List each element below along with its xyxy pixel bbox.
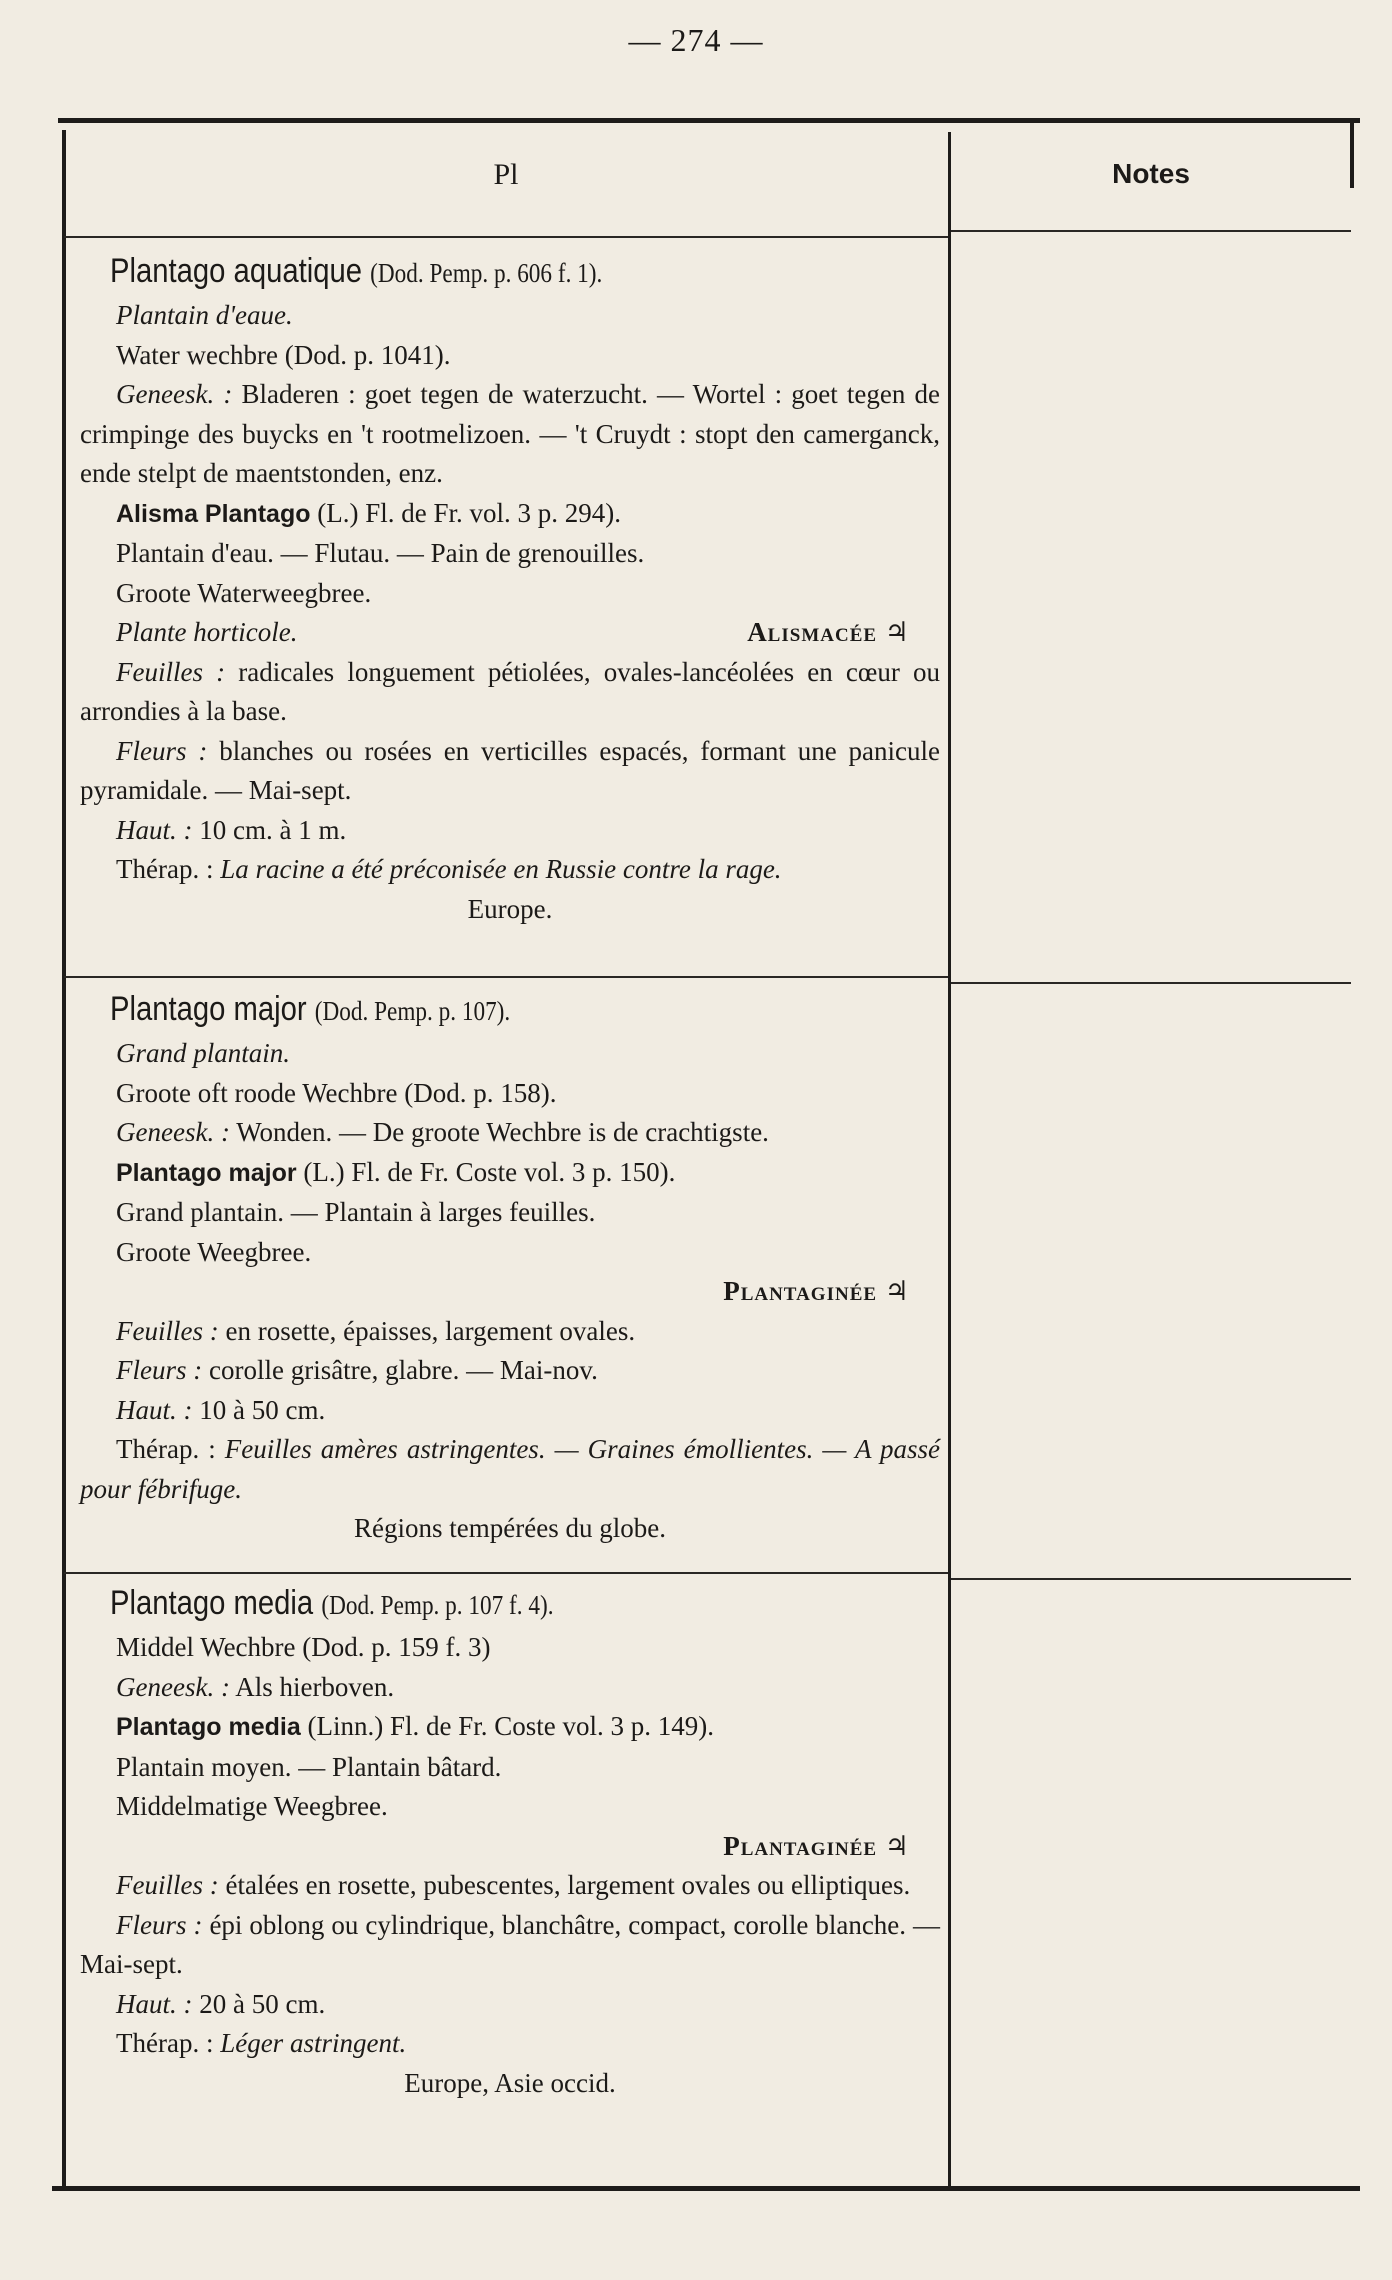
entry-line: Haut. : 10 à 50 cm. (116, 1394, 326, 1425)
table-left-rule (62, 130, 66, 2190)
notes-separator (951, 1578, 1351, 1580)
entry-family-line: Plante horticole. Alismacée ♃ (80, 613, 940, 653)
header-underline-right (951, 230, 1351, 232)
notes-separator (951, 982, 1351, 984)
entry-paragraph: Thérap. : Feuilles amères astringentes. — Graines émollientes. — A passé pour fébrifuge. (80, 1434, 941, 1504)
entry-plantago-media (80, 1580, 940, 2103)
entry-line: Groote Weegbree. (116, 1236, 312, 1267)
entry-plantago-major (80, 986, 940, 1549)
entry-line: Plantago media (Linn.) Fl. de Fr. Coste vol. 3 p. 149). (116, 1711, 715, 1741)
entry-line: Plantain d'eaue. (116, 300, 293, 330)
family-label: Plantaginée ♃ (723, 1276, 910, 1306)
entry-plantago-aquatique (80, 248, 940, 929)
entry-line: Geneesk. : Wonden. — De groote Wechbre is de crachtigste. (116, 1117, 769, 1147)
family-label: Alismacée ♃ (747, 617, 910, 647)
entry-family-line (80, 1272, 940, 1312)
entry-line: Middelmatige Weegbree. (116, 1791, 388, 1821)
entry-line: Thérap. : Léger astringent. (116, 2028, 407, 2058)
left-column-header: Pl (493, 158, 519, 191)
entry-line: Grand plantain. — Plantain à larges feuilles. (116, 1197, 596, 1227)
entry-line: Plantain d'eau. — Flutau. — Pain de grenouilles. (116, 538, 645, 568)
entry-line: Grand plantain. (116, 1038, 291, 1068)
entry-title: Plantago media (Dod. Pemp. p. 107 f. 4). (110, 1584, 554, 1622)
entry-line: Haut. : 10 cm. à 1 m. (116, 814, 347, 845)
entry-line: Plantago major (L.) Fl. de Fr. Coste vol. 3 p. 150). (116, 1156, 676, 1187)
entry-line: Geneesk. : Als hierboven. (116, 1671, 395, 1702)
entry-line: Fleurs : corolle grisâtre, glabre. — Mai-nov. (116, 1355, 598, 1385)
entry-line: Alisma Plantago (L.) Fl. de Fr. vol. 3 p. 294). (116, 497, 621, 528)
table-bottom-rule (52, 2186, 1360, 2191)
entry-family-line (80, 1827, 940, 1867)
entry-title: Plantago aquatique (Dod. Pemp. p. 606 f. 1). (110, 252, 603, 290)
entry-line: Feuilles : en rosette, épaisses, largement ovales. (116, 1315, 636, 1346)
entry-distribution: Régions tempérées du globe. (354, 1513, 666, 1543)
entry-separator (64, 976, 948, 978)
two-column-table (58, 118, 1360, 2198)
entry-line: Middel Wechbre (Dod. p. 159 f. 3) (116, 1632, 491, 1662)
entry-paragraph: Fleurs : épi oblong ou cylindrique, blanchâtre, compact, corolle blanche. — Mai-sept. (80, 1909, 941, 1979)
entry-distribution: Europe, Asie occid. (404, 2067, 616, 2098)
entry-paragraph: Fleurs : blanches ou rosées en verticilles espacés, formant une panicule pyramidale. — Mai-sept. (80, 735, 941, 805)
notes-column-header: Notes (1112, 158, 1190, 189)
entry-line: Groote Waterweegbree. (116, 577, 372, 608)
family-label: Plantaginée ♃ (723, 1830, 910, 1861)
entry-paragraph: Thérap. : La racine a été préconisée en Russie contre la rage. (116, 854, 782, 884)
entry-line: Groote oft roode Wechbre (Dod. p. 158). (116, 1077, 557, 1108)
entry-paragraph: Geneesk. : Bladeren : goet tegen de waterzucht. — Wortel : goet tegen de crimpinge des buycks en 't rootmelizoen. — 't Cruydt : stopt den camerganck, ende stelpt de maentstonden, enz. (80, 379, 941, 488)
page-number: — 274 — (628, 22, 764, 58)
header-underline-left (64, 236, 948, 238)
entry-distribution: Europe. (467, 893, 553, 924)
entry-separator (64, 1572, 948, 1574)
column-divider (948, 132, 951, 2190)
entry-line: Water wechbre (Dod. p. 1041). (116, 339, 451, 370)
entry-paragraph: Feuilles : étalées en rosette, pubescentes, largement ovales ou elliptiques. (116, 1870, 911, 1900)
table-top-rule (58, 118, 1360, 123)
entry-paragraph: Feuilles : radicales longuement pétiolées, ovales-lancéolées en cœur ou arrondies à la base. (80, 656, 941, 726)
entry-line: Plantain moyen. — Plantain bâtard. (116, 1751, 502, 1782)
entry-title: Plantago major (Dod. Pemp. p. 107). (110, 990, 511, 1028)
entry-line: Haut. : 20 à 50 cm. (116, 1988, 326, 2019)
